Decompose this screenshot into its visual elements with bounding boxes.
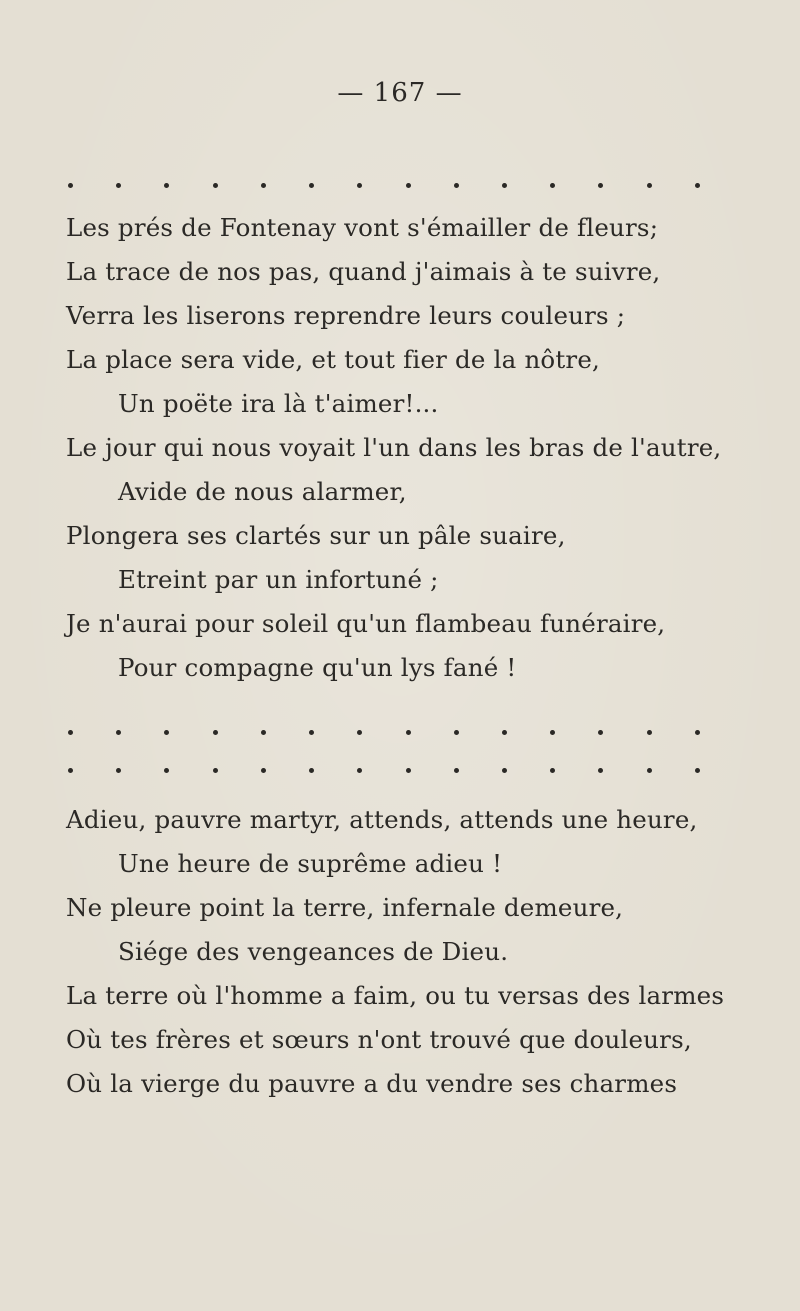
ellipsis-dot — [550, 730, 555, 735]
verse-line: Où tes frères et sœurs n'ont trouvé que douleurs, — [66, 1025, 692, 1054]
verse-line: Plongera ses clartés sur un pâle suaire, — [66, 521, 566, 550]
ellipsis-dot — [454, 768, 459, 773]
ellipsis-dot — [454, 183, 459, 188]
ellipsis-row — [68, 760, 700, 780]
ellipsis-dot — [598, 183, 603, 188]
ellipsis-dot — [116, 768, 121, 773]
verse-line: Je n'aurai pour soleil qu'un flambeau funéraire, — [66, 609, 666, 638]
ellipsis-dot — [68, 730, 73, 735]
verse-line: Le jour qui nous voyait l'un dans les bras de l'autre, — [66, 433, 722, 462]
verse-line: Etreint par un infortuné ; — [118, 565, 439, 594]
ellipsis-dot — [357, 730, 362, 735]
ellipsis-dot — [598, 768, 603, 773]
verse-line: Verra les liserons reprendre leurs couleurs ; — [66, 301, 626, 330]
ellipsis-dot — [550, 183, 555, 188]
ellipsis-dot — [309, 183, 314, 188]
ellipsis-dot — [647, 730, 652, 735]
ellipsis-dot — [164, 768, 169, 773]
verse-line: Siége des vengeances de Dieu. — [118, 937, 509, 966]
ellipsis-dot — [406, 730, 411, 735]
verse-line: Les prés de Fontenay vont s'émailler de fleurs; — [66, 213, 659, 242]
ellipsis-dot — [164, 730, 169, 735]
verse-line: La place sera vide, et tout fier de la nôtre, — [66, 345, 601, 374]
ellipsis-dot — [695, 768, 700, 773]
ellipsis-dot — [309, 730, 314, 735]
ellipsis-dot — [68, 183, 73, 188]
ellipsis-dot — [213, 183, 218, 188]
ellipsis-dot — [116, 730, 121, 735]
ellipsis-dot — [647, 183, 652, 188]
ellipsis-dot — [647, 768, 652, 773]
verse-line: La trace de nos pas, quand j'aimais à te suivre, — [66, 257, 661, 286]
verse-line: La terre où l'homme a faim, ou tu versas des larmes — [66, 981, 725, 1010]
verse-line: Ne pleure point la terre, infernale demeure, — [66, 893, 624, 922]
ellipsis-dot — [357, 768, 362, 773]
ellipsis-dot — [502, 183, 507, 188]
verse-line: Avide de nous alarmer, — [118, 477, 407, 506]
ellipsis-dot — [695, 730, 700, 735]
ellipsis-dot — [116, 183, 121, 188]
ellipsis-dot — [454, 730, 459, 735]
verse-line: Un poëte ira là t'aimer!... — [118, 389, 439, 418]
ellipsis-dot — [213, 768, 218, 773]
verse-line: Adieu, pauvre martyr, attends, attends une heure, — [66, 805, 698, 834]
ellipsis-dot — [598, 730, 603, 735]
verse-line: Une heure de suprême adieu ! — [118, 849, 503, 878]
ellipsis-dot — [550, 768, 555, 773]
ellipsis-dot — [357, 183, 362, 188]
ellipsis-dot — [261, 183, 266, 188]
ellipsis-row — [68, 722, 700, 742]
ellipsis-dot — [213, 730, 218, 735]
verse-line: Où la vierge du pauvre a du vendre ses charmes — [66, 1069, 678, 1098]
ellipsis-dot — [406, 768, 411, 773]
verse-line: Pour compagne qu'un lys fané ! — [118, 653, 517, 682]
ellipsis-dot — [695, 183, 700, 188]
ellipsis-dot — [502, 768, 507, 773]
ellipsis-row — [68, 175, 700, 195]
ellipsis-dot — [261, 730, 266, 735]
ellipsis-dot — [406, 183, 411, 188]
ellipsis-dot — [68, 768, 73, 773]
ellipsis-dot — [309, 768, 314, 773]
ellipsis-dot — [164, 183, 169, 188]
ellipsis-dot — [261, 768, 266, 773]
page-number: — 167 — — [337, 78, 463, 108]
ellipsis-dot — [502, 730, 507, 735]
